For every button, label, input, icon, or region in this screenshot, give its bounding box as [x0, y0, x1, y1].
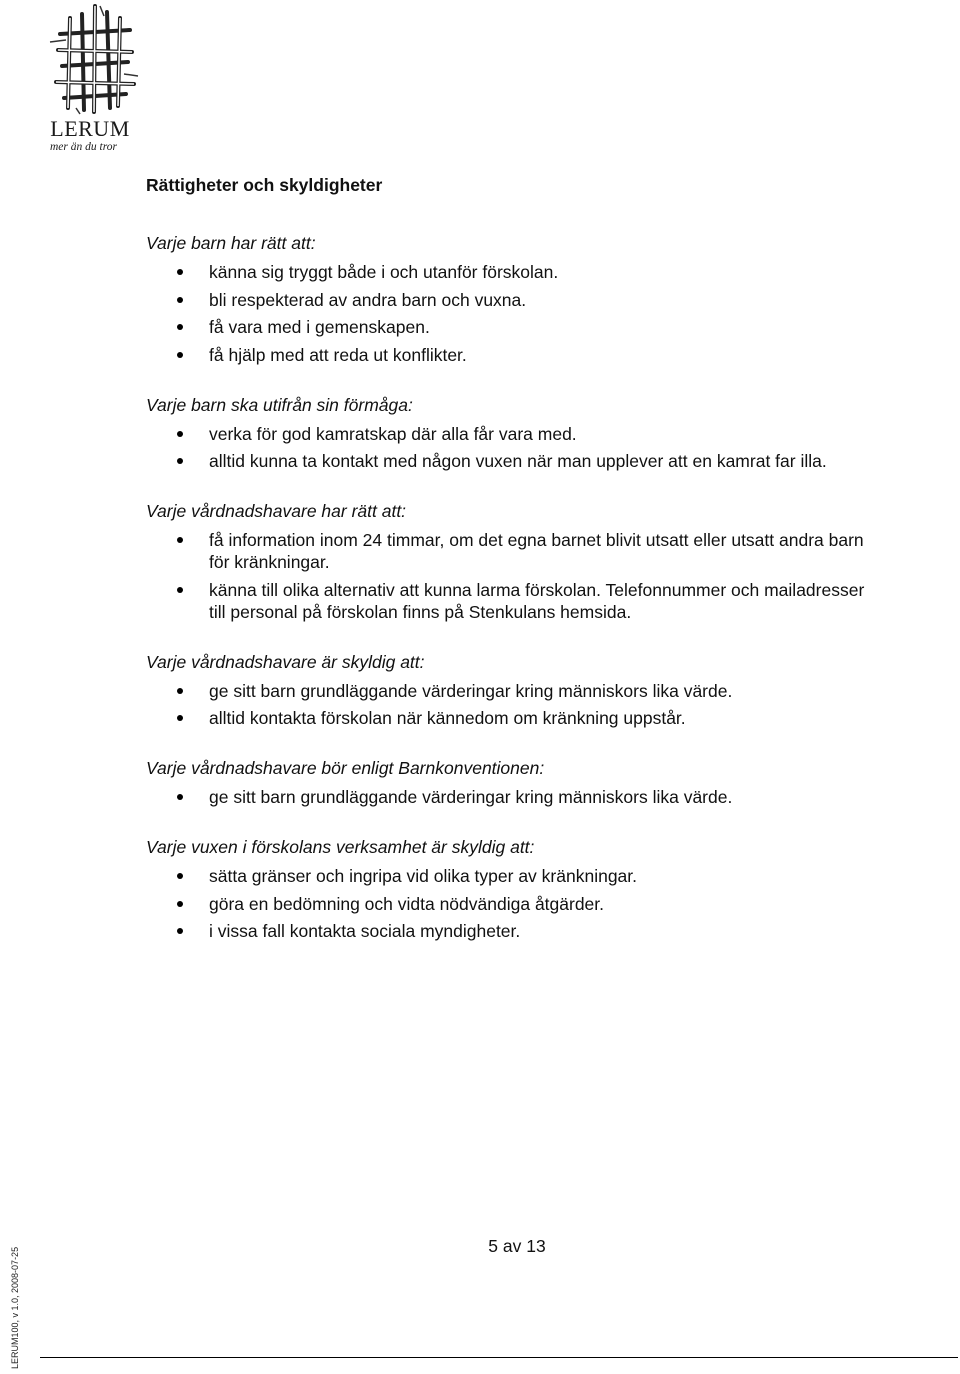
bullet-icon [177, 297, 183, 303]
list-item-text: ge sitt barn grundläggande värderingar kring människors lika värde. [209, 680, 733, 701]
document-code: LERUM100, v 1.0, 2008-07-25 [10, 1246, 20, 1369]
section-guardian-convention [146, 756, 866, 808]
bullet-icon [177, 269, 183, 275]
bullet-icon [177, 928, 183, 934]
logo-name: LERUM [50, 116, 130, 141]
bullet-icon [177, 431, 183, 437]
list-item-text: i vissa fall kontakta sociala myndigheter. [209, 921, 521, 941]
list-item-text: sätta gränser och ingripa vid olika typer av kränkningar. [209, 866, 638, 886]
list-item [146, 920, 866, 942]
bullet-list [146, 680, 866, 730]
list-item [146, 707, 866, 729]
list-item-text: bli respekterad av andra barn och vuxna. [209, 289, 527, 310]
bullet-icon [177, 352, 183, 358]
bullet-icon [177, 324, 183, 330]
list-item [146, 423, 866, 445]
section-heading: Varje barn ska utifrån sin förmåga: [146, 394, 413, 415]
bullet-list [146, 423, 866, 473]
section-guardian-obligations [146, 650, 866, 730]
section-heading: Varje vuxen i förskolans verksamhet är skyldig att: [146, 837, 535, 857]
logo-tagline: mer än du tror [50, 141, 117, 153]
document-body [146, 174, 866, 969]
list-item-text: alltid kontakta förskolan när kännedom om kränkning uppstår. [209, 708, 686, 728]
bullet-list [146, 865, 866, 942]
list-item-text: verka för god kamratskap där alla får vara med. [209, 423, 577, 444]
section-heading: Varje vårdnadshavare har rätt att: [146, 501, 407, 521]
bullet-list [146, 261, 866, 366]
section-adult-obligations [146, 835, 866, 942]
list-item [146, 865, 866, 887]
section-heading: Varje barn har rätt att: [146, 233, 316, 253]
list-item [146, 893, 866, 915]
bullet-icon [177, 688, 183, 694]
list-item-text: ge sitt barn grundläggande värderingar kring människors lika värde. [209, 787, 733, 807]
bullet-icon [177, 458, 183, 464]
list-item [146, 579, 866, 623]
list-item-text: få vara med i gemenskapen. [209, 317, 430, 337]
bullet-icon [177, 715, 183, 721]
list-item-text: känna till olika alternativ att kunna larma förskolan. Telefonnummer och mailadresser till personal på förskolan finns på Stenkulans hemsida. [209, 579, 865, 622]
list-item [146, 344, 866, 366]
bullet-icon [177, 794, 183, 800]
page-number: 5 av 13 [488, 1236, 546, 1256]
bullet-icon [177, 873, 183, 879]
bullet-icon [177, 901, 183, 907]
lerum-weave-emblem-icon [40, 4, 142, 116]
section-guardian-rights [146, 499, 866, 623]
list-item [146, 786, 866, 808]
list-item-text: alltid kunna ta kontakt med någon vuxen när man upplever att en kamrat far illa. [209, 451, 827, 471]
bullet-list [146, 529, 866, 623]
bullet-icon [177, 537, 183, 543]
list-item-text: göra en bedömning och vidta nödvändiga åtgärder. [209, 893, 605, 914]
list-item [146, 529, 866, 573]
list-item-text: få information inom 24 timmar, om det egna barnet blivit utsatt eller utsatt andra barn för kränkningar. [209, 530, 864, 572]
list-item [146, 316, 866, 338]
bullet-list [146, 786, 866, 808]
section-heading: Varje vårdnadshavare bör enligt Barnkonventionen: [146, 758, 545, 778]
footer-divider [40, 1357, 958, 1358]
list-item-text: få hjälp med att reda ut konflikter. [209, 344, 467, 365]
list-item [146, 450, 866, 472]
lerum-logo [40, 4, 142, 154]
list-item [146, 261, 866, 283]
section-heading: Varje vårdnadshavare är skyldig att: [146, 651, 425, 672]
section-children-duties [146, 393, 866, 473]
section-children-rights [146, 231, 866, 366]
list-item-text: känna sig tryggt både i och utanför förskolan. [209, 262, 559, 282]
page-title: Rättigheter och skyldigheter [146, 175, 383, 195]
bullet-icon [177, 587, 183, 593]
list-item [146, 289, 866, 311]
list-item [146, 680, 866, 702]
